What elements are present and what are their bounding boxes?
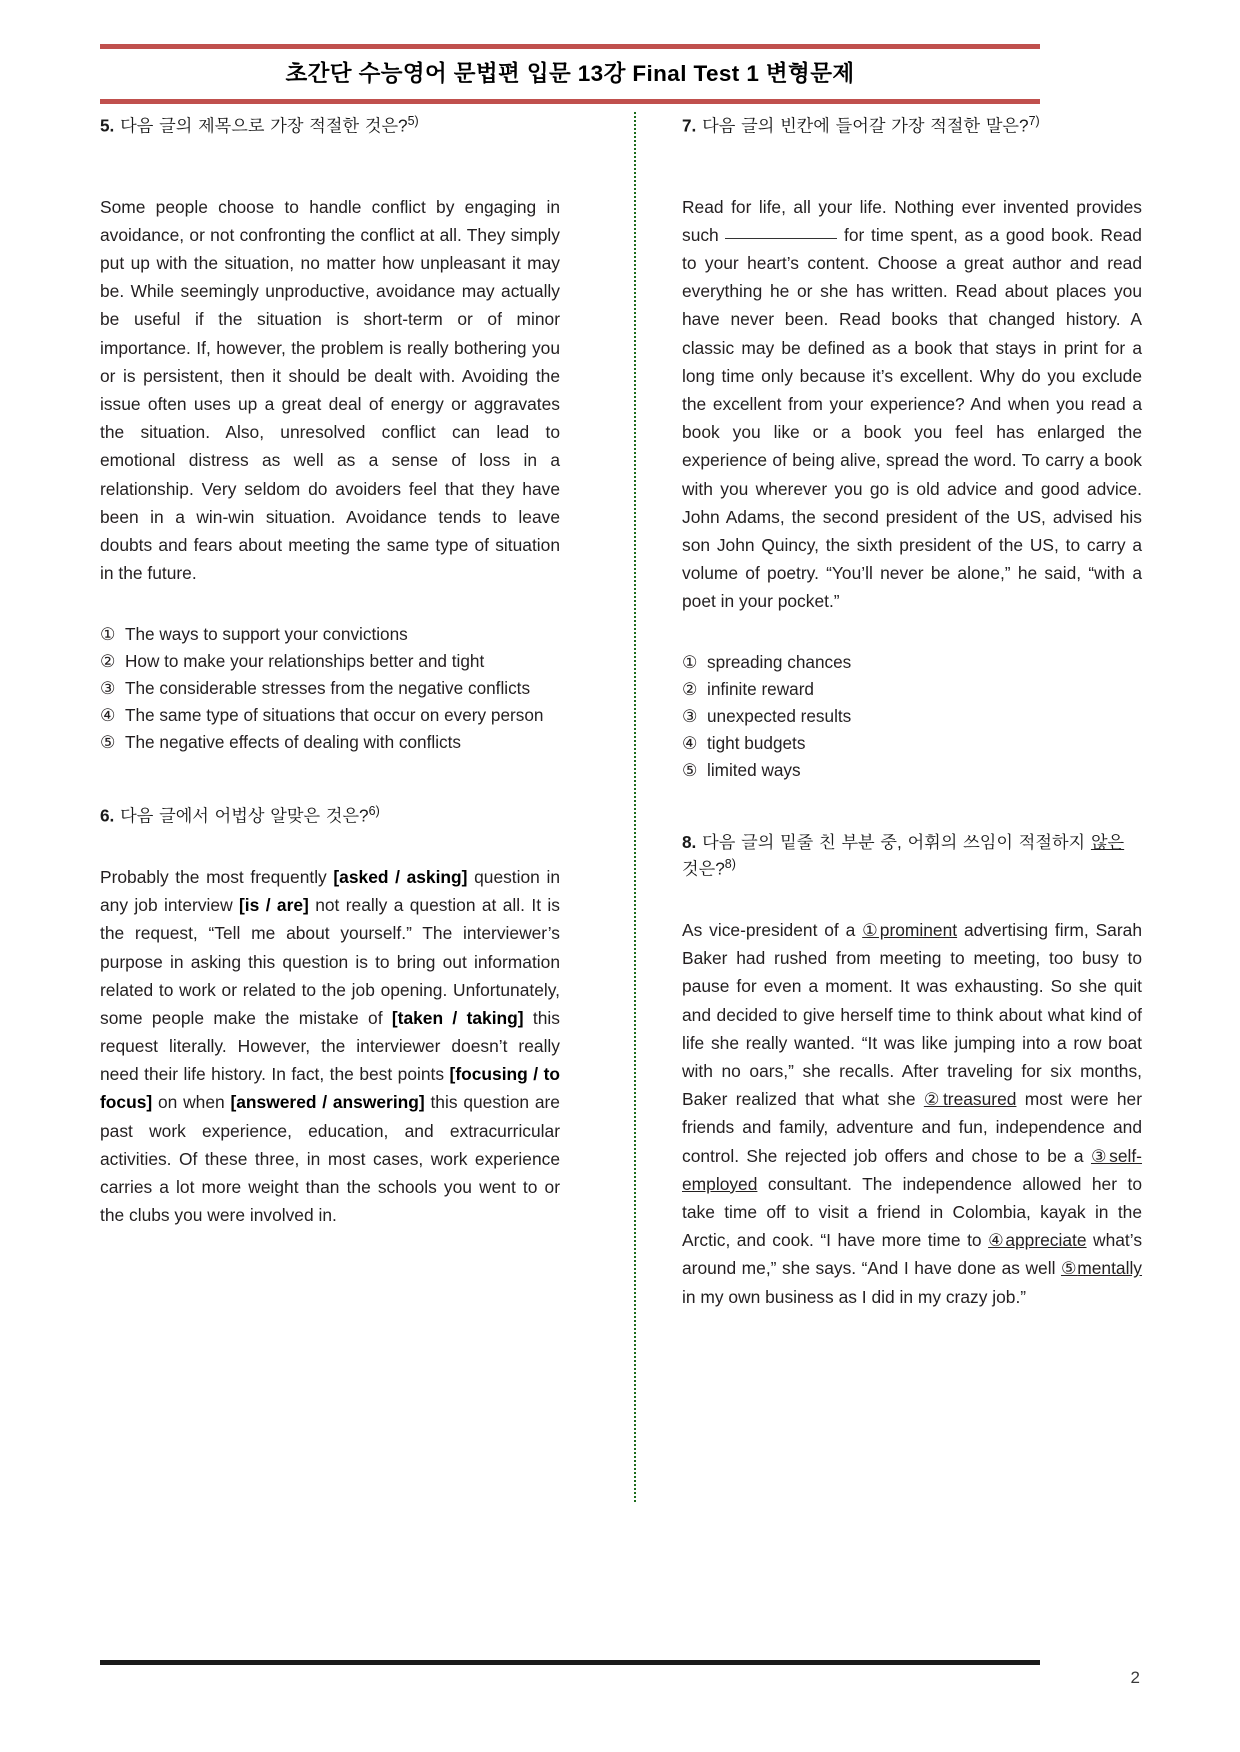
question-5-choices [100, 621, 560, 756]
question-5-number: 5. [100, 115, 115, 136]
page-number: 2 [1130, 1668, 1140, 1687]
choice-item[interactable] [100, 621, 560, 648]
column-divider [634, 112, 636, 1502]
choice-marker: ② [682, 679, 698, 700]
choice-marker: ⑤ [682, 760, 698, 781]
choice-item[interactable] [682, 676, 1142, 703]
choice-label: The considerable stresses from the negative conflicts [125, 678, 531, 699]
underlined-vocab[interactable]: ②treasured [923, 1089, 1017, 1110]
choice-marker: ③ [682, 706, 698, 727]
question-7-choices [682, 649, 1142, 784]
choice-item[interactable] [100, 729, 560, 756]
underlined-vocab[interactable]: ④appreciate [988, 1230, 1087, 1251]
choice-label: unexpected results [707, 706, 852, 727]
choice-marker: ⑤ [100, 732, 116, 753]
spacer [100, 139, 560, 193]
choice-label: spreading chances [707, 652, 852, 673]
choice-marker: ④ [682, 733, 698, 754]
choice-label: infinite reward [707, 679, 814, 700]
spacer [100, 587, 560, 621]
footer-rule [100, 1660, 1040, 1665]
spacer [682, 615, 1142, 649]
question-6-heading [100, 802, 560, 829]
underlined-vocab[interactable]: ③self-employed [682, 1145, 1142, 1194]
grammar-option[interactable]: [is / are] [239, 895, 309, 916]
question-8-heading [682, 830, 1142, 882]
spacer [100, 756, 560, 802]
question-5-footnote: 5) [407, 114, 419, 128]
question-7-heading [682, 112, 1142, 139]
choice-item[interactable] [100, 702, 560, 729]
question-8-footnote: 8) [724, 857, 736, 872]
grammar-option[interactable]: [asked / asking] [333, 866, 468, 887]
grammar-option[interactable]: [focusing / to focus] [100, 1064, 560, 1113]
question-6-number: 6. [100, 806, 115, 827]
choice-item[interactable] [100, 648, 560, 675]
page-title: 초간단 수능영어 문법편 입문 13강 Final Test 1 변형문제 [285, 61, 855, 86]
question-8-number: 8. [682, 832, 697, 853]
left-column [100, 112, 560, 1229]
spacer [100, 829, 560, 863]
spacer [682, 784, 1142, 830]
question-7-passage: Read for life, all your life. Nothing ever invented provides such for time spent, as a good book. Read to your heart’s content. Choose a great author and read everything he or she has written. Read about places you have never been. Read books that changed history. A classic may be defined as a book that stays in print for a long time only because it’s excellent. Why do you exclude the excellent from your experience? And when you read a book you like or a book you feel has enlarged the experience of being alive, spread the word. To carry a book with you wherever you go is old advice and good advice. John Adams, the second president of the US, advised his son John Quincy, the sixth president of the US, to carry a volume of poetry. “You’ll never be alone,” he said, “with a poet in your pocket.” [682, 196, 1142, 612]
underlined-vocab[interactable]: mentally [1077, 1258, 1143, 1279]
spacer [682, 139, 1142, 193]
question-5-passage: Some people choose to handle conflict by engaging in avoidance, or not confronting the conflict at all. They simply put up with the situation, no matter how unpleasant it may be. While seemingly unproductive, avoidance may actually be useful if the situation is short-term or of minor importance. If, however, the problem is really bothering you or is persistent, then it should be dealt with. Avoiding the issue often uses up a great deal of energy or aggravates the situation. Also, unresolved conflict can lead to emotional distress as well as a sense of loss in a relationship. Very seldom do avoiders feel that they have been in a win-win situation. Avoidance tends to leave doubts and fears about meeting the same type of situation in the future. [100, 196, 560, 584]
choice-label: The negative effects of dealing with conflicts [125, 732, 461, 753]
question-5-prompt: 다음 글의 제목으로 가장 적절한 것은? [114, 115, 408, 136]
underlined-vocab[interactable]: ⑤ [1060, 1258, 1078, 1279]
grammar-option[interactable]: [answered / answering] [230, 1092, 425, 1113]
question-7-prompt: 다음 글의 빈칸에 들어갈 가장 적절한 말은? [696, 115, 1029, 136]
choice-item[interactable] [682, 649, 1142, 676]
choice-marker: ③ [100, 678, 116, 699]
choice-marker: ① [682, 652, 698, 673]
answer-blank[interactable] [725, 238, 837, 239]
question-6-footnote: 6) [368, 804, 380, 819]
choice-label: The ways to support your convictions [125, 624, 408, 645]
underlined-vocab[interactable]: ①prominent [862, 920, 958, 941]
choice-label: limited ways [707, 760, 801, 781]
choice-marker: ② [100, 651, 116, 672]
choice-item[interactable] [682, 757, 1142, 784]
header-rule-top [100, 44, 1040, 49]
question-7-number: 7. [682, 115, 697, 136]
right-column [682, 112, 1142, 1311]
choice-marker: ④ [100, 705, 116, 726]
question-6-prompt: 다음 글에서 어법상 알맞은 것은? [114, 806, 369, 827]
choice-label: tight budgets [707, 733, 806, 754]
question-7-footnote: 7) [1028, 114, 1040, 128]
question-5-heading [100, 112, 560, 139]
question-8-prompt: 다음 글의 밑줄 친 부분 중, 어휘의 쓰임이 적절하지 않은 것은? [682, 832, 1125, 880]
question-6-passage: Probably the most frequently [asked / asking] question in any job interview [is / are] not really a question at all. It is the request, “Tell me about yourself.” The interviewer’s purpose in asking this question is to bring out information related to work or related to the job opening. Unfortunately, some people make the mistake of [taken / taking] this request literally. However, the interviewer doesn’t really need their life history. In fact, the best points [focusing / to focus] on when [answered / answering] this question are past work experience, education, and extracurricular activities. Of these three, in most cases, work experience carries a lot more weight than the schools you went to or the clubs you were involved in. [100, 866, 561, 1226]
emphasis-underline: 않은 [1090, 832, 1125, 853]
question-8-passage: As vice-president of a ①prominent advertising firm, Sarah Baker had rushed from meeting to meeting, too busy to pause for even a moment. It was exhausting. So she quit and decided to give herself time to think about what kind of life she really wanted. “It was like jumping into a row boat with no oars,” she recalls. After traveling for six months, Baker realized that what she ②treasured most were her friends and family, adventure and fun, independence and control. She rejected job offers and chose to be a ③self-employed consultant. The independence allowed her to take time off to visit a friend in Colombia, kayak in the Arctic, and cook. “I have more time to ④appreciate what’s around me,” she says. “And I have done as well ⑤mentally in my own business as I did in my crazy job.” [682, 920, 1143, 1307]
header-rule-bottom [100, 99, 1040, 104]
choice-item[interactable] [682, 730, 1142, 757]
choice-label: How to make your relationships better and tight [125, 651, 485, 672]
choice-item[interactable] [682, 703, 1142, 730]
grammar-option[interactable]: [taken / taking] [391, 1007, 524, 1028]
choice-label: The same type of situations that occur on every person [125, 705, 544, 726]
spacer [682, 882, 1142, 916]
choice-item[interactable] [100, 675, 560, 702]
choice-marker: ① [100, 624, 116, 645]
